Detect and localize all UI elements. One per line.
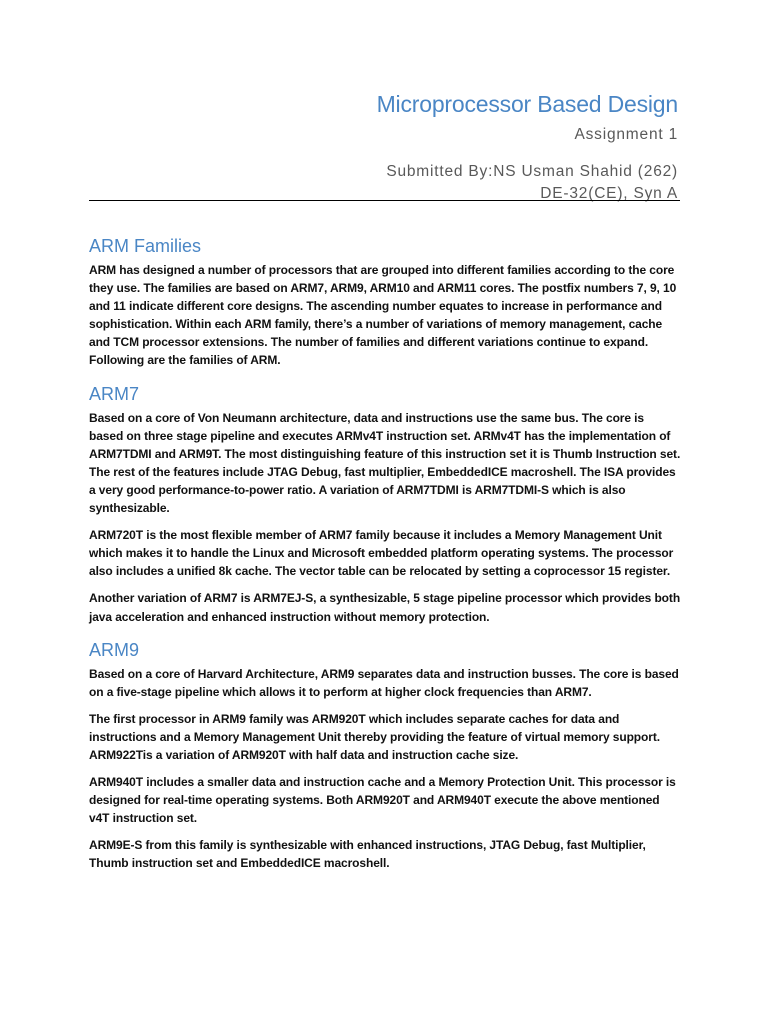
class-section: DE-32(CE), Syn A (540, 185, 678, 202)
paragraph: Based on a core of Von Neumann architecture, data and instructions use the same bus. The core is based on three stage pipeline and executes ARMv4T instruction set. ARMv4T has the implementation of ARM7TDMI and ARM9T. The most distinguishing feature of this instruction set it is Thumb Instruction set. The rest of the features include JTAG Debug, fast multiplier, EmbeddedICE macroshell. The ISA provides a very good performance-to-power ratio. A variation of ARM7TDMI is ARM7TDMI-S which is also synthesizable. (89, 410, 681, 516)
document-title: Microprocessor Based Design (376, 91, 678, 117)
section-heading-arm-families: ARM Families (89, 236, 202, 256)
paragraph: Another variation of ARM7 is ARM7EJ-S, a synthesizable, 5 stage pipeline processor which provides both java acceleration and enhanced instruction without memory protection. (89, 591, 681, 624)
document-header (89, 86, 678, 205)
submitted-by: Submitted By:NS Usman Shahid (262) (386, 163, 678, 180)
paragraph: Based on a core of Harvard Architecture, ARM9 separates data and instruction busses. The core is based on a five-stage pipeline which allows it to perform at higher clock frequencies than ARM7. (89, 666, 679, 699)
document-body (89, 233, 681, 882)
paragraph: The first processor in ARM9 family was ARM920T which includes separate caches for data and instructions and a Memory Management Unit thereby providing the feature of virtual memory support. ARM922Tis a variation of ARM920T with half data and instruction cache size. (89, 711, 660, 762)
section-heading-arm7: ARM7 (89, 383, 140, 404)
section-heading-arm9: ARM9 (89, 639, 140, 660)
paragraph: ARM940T includes a smaller data and instruction cache and a Memory Protection Unit. This processor is designed for real-time operating systems. Both ARM920T and ARM940T execute the above mentioned v4T instruction set. (89, 775, 676, 826)
paragraph: ARM has designed a number of processors that are grouped into different families according to the core they use. The families are based on ARM7, ARM9, ARM10 and ARM11 cores. The postfix numbers 7, 9, 10 and 11 indicate different core designs. The ascending number equates to increase in performance and sophistication. Within each ARM family, there’s a number of variations of memory management, cache and TCM processor extensions. The number of families and different variations continue to expand. Following are the families of ARM. (89, 263, 677, 368)
assignment-label: Assignment 1 (574, 126, 678, 143)
paragraph: ARM720T is the most flexible member of ARM7 family because it includes a Memory Management Unit which makes it to handle the Linux and Microsoft embedded platform operating systems. The processor also includes a unified 8k cache. The vector table can be relocated by setting a coprocessor 15 register. (89, 528, 674, 579)
header-divider (89, 200, 680, 201)
paragraph: ARM9E-S from this family is synthesizable with enhanced instructions, JTAG Debug, fast Multiplier, Thumb instruction set and EmbeddedICE macroshell. (89, 838, 646, 871)
